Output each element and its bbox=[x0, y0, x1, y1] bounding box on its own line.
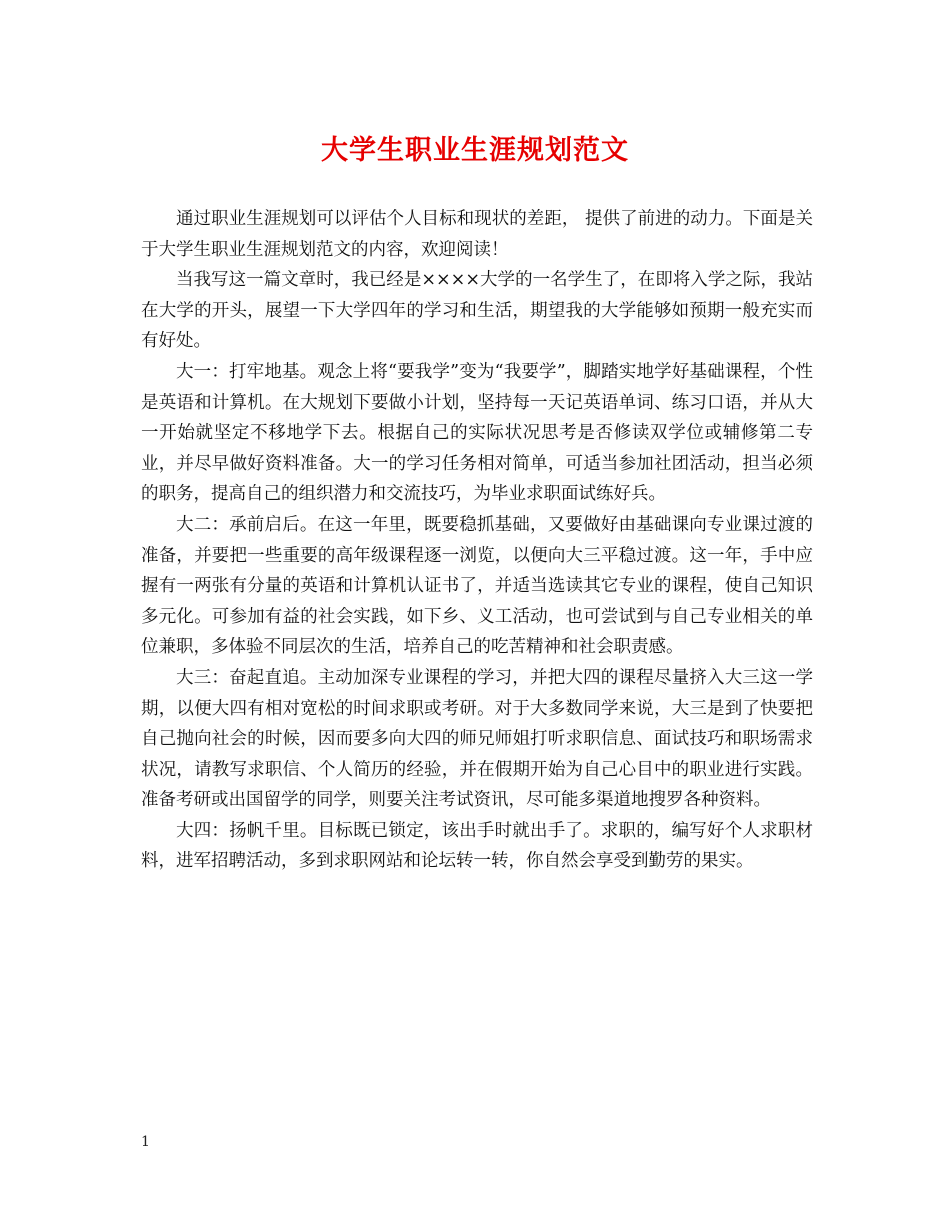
document-body bbox=[141, 204, 813, 877]
paragraph-year-four: 大四：扬帆千里。目标既已锁定，该出手时就出手了。求职的，编写好个人求职材料，进军招聘活动，多到求职网站和论坛转一转，你自然会享受到勤劳的果实。 bbox=[141, 820, 813, 872]
paragraph-intro: 通过职业生涯规划可以评估个人目标和现状的差距， 提供了前进的动力。下面是关于大学生职业生涯规划范文的内容，欢迎阅读！ bbox=[141, 209, 813, 260]
paragraph-year-three: 大三：奋起直追。主动加深专业课程的学习，并把大四的课程尽量挤入大三这一学期，以便大四有相对宽松的时间求职或考研。对于大多数同学来说，大三是到了快要把自己抛向社会的时候，因而要多向大四的师兄师姐打听求职信息、面试技巧和职场需求状况，请教写求职信、个人简历的经验，并在假期开始为自己心目中的职业进行实践。准备考研或出国留学的同学，则要关注考试资讯，尽可能多渠道地搜罗各种资料。 bbox=[141, 667, 813, 811]
document-title: 大学生职业生涯规划范文 bbox=[321, 135, 629, 166]
page-number: 1 bbox=[141, 1134, 150, 1150]
paragraph-year-one: 大一：打牢地基。观念上将“要我学”变为“我要学”，脚踏实地学好基础课程，个性是英语和计算机。在大规划下要做小计划，坚持每一天记英语单词、练习口语，并从大一开始就坚定不移地学下去。根据自己的实际状况思考是否修读双学位或辅修第二专业，并尽早做好资料准备。大一的学习任务相对简单，可适当参加社团活动，担当必须的职务，提高自己的组织潜力和交流技巧，为毕业求职面试练好兵。 bbox=[141, 361, 813, 505]
paragraph-preface: 当我写这一篇文章时，我已经是××××大学的一名学生了，在即将入学之际，我站在大学的开头，展望一下大学四年的学习和生活，期望我的大学能够如预期一般充实而有好处。 bbox=[141, 270, 813, 352]
paragraph-year-two: 大二：承前启后。在这一年里，既要稳抓基础，又要做好由基础课向专业课过渡的准备，并要把一些重要的高年级课程逐一浏览，以便向大三平稳过渡。这一年，手中应握有一两张有分量的英语和计算机认证书了，并适当选读其它专业的课程，使自己知识多元化。可参加有益的社会实践，如下乡、义工活动，也可尝试到与自己专业相关的单位兼职，多体验不同层次的生活，培养自己的吃苦精神和社会职责感。 bbox=[141, 514, 813, 658]
